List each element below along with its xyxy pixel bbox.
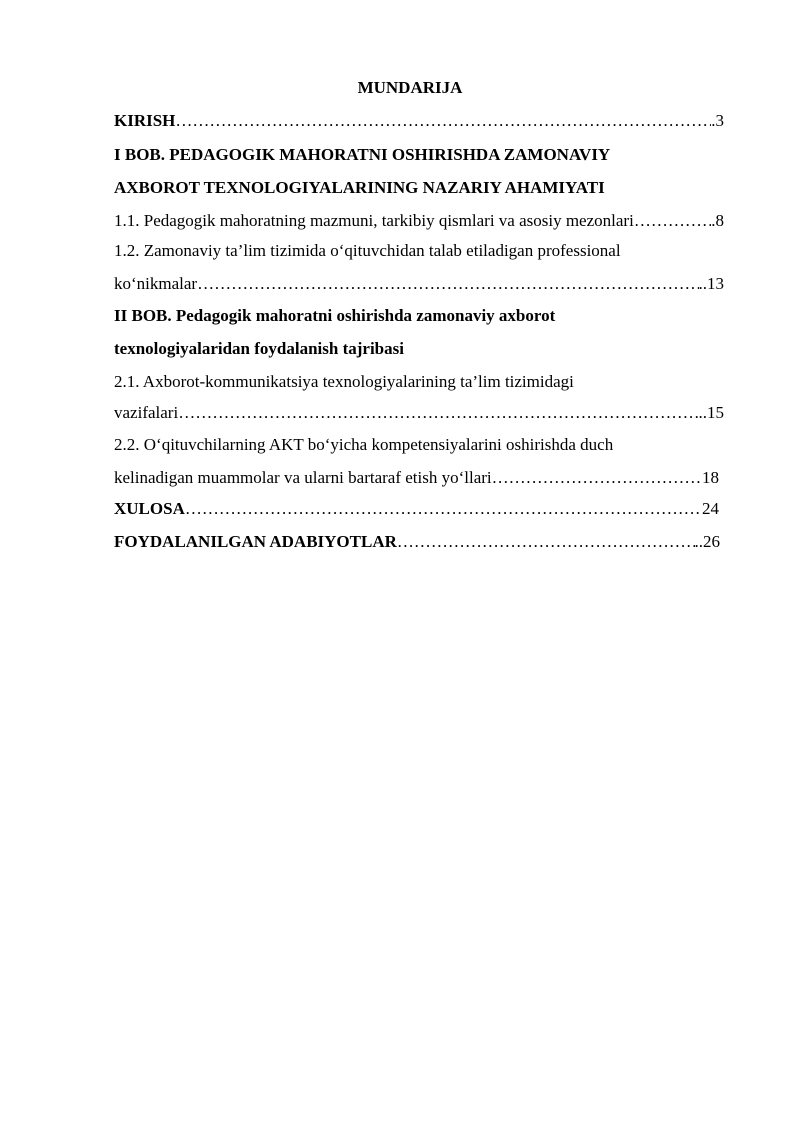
toc-entry-2-1-line1: 2.1. Axborot-kommunikatsiya texnologiyalarining ta’lim tizimidagi <box>114 372 574 391</box>
toc-entry-2-2-line1: 2.2. O‘qituvchilarning AKT bo‘yicha kompetensiyalarini oshirishda duch <box>114 435 614 454</box>
toc-entry-1-1 <box>114 211 724 231</box>
toc-entry-xulosa <box>114 499 719 519</box>
toc-page-number: 24 <box>702 499 719 518</box>
toc-entry-foydalanilgan-adabiyotlar <box>114 532 720 552</box>
toc-page-number: ..26 <box>694 532 720 551</box>
dot-leader <box>397 532 695 552</box>
toc-chapter-2-heading-line1: II BOB. Pedagogik mahoratni oshirishda zamonaviy axborot <box>114 306 556 325</box>
toc-page-number: 18 <box>702 468 719 487</box>
dot-leader <box>634 211 711 231</box>
toc-chapter-1-heading-line1: I BOB. PEDAGOGIK MAHORATNI OSHIRISHDA ZAMONAVIY <box>114 145 611 164</box>
toc-chapter-2-heading-line2: texnologiyalaridan foydalanish tajribasi <box>114 339 404 358</box>
toc-page-number: .8 <box>711 211 724 230</box>
toc-page-number: ..15 <box>698 403 724 422</box>
toc-entry-label: KIRISH <box>114 111 176 130</box>
dot-leader <box>185 499 702 519</box>
toc-entry-kirish <box>114 111 724 131</box>
toc-entry-2-2 <box>114 468 719 488</box>
toc-entry-label: kelinadigan muammolar va ularni bartaraf etish yo‘llari <box>114 468 492 487</box>
toc-entry-label: vazifalari <box>114 403 179 422</box>
toc-entry-2-1 <box>114 403 724 423</box>
dot-leader <box>197 274 698 294</box>
toc-chapter-1-heading-line2: AXBOROT TEXNOLOGIYALARINING NAZARIY AHAMIYATI <box>114 178 605 197</box>
dot-leader <box>178 403 698 423</box>
toc-page-number: .3 <box>711 111 724 130</box>
dot-leader <box>175 111 711 131</box>
toc-entry-label: XULOSA <box>114 499 185 518</box>
toc-entry-label: 1.1. Pedagogik mahoratning mazmuni, tarkibiy qismlari va asosiy mezonlari <box>114 211 634 230</box>
toc-page-number: ..13 <box>698 274 724 293</box>
dot-leader <box>492 468 702 488</box>
toc-entry-label: FOYDALANILGAN ADABIYOTLAR <box>114 532 397 551</box>
toc-entry-1-2 <box>114 274 724 294</box>
toc-title: MUNDARIJA <box>357 78 463 97</box>
toc-entry-1-2-line1: 1.2. Zamonaviy ta’lim tizimida o‘qituvchidan talab etiladigan professional <box>114 241 621 260</box>
toc-entry-label: ko‘nikmalar <box>114 274 198 293</box>
